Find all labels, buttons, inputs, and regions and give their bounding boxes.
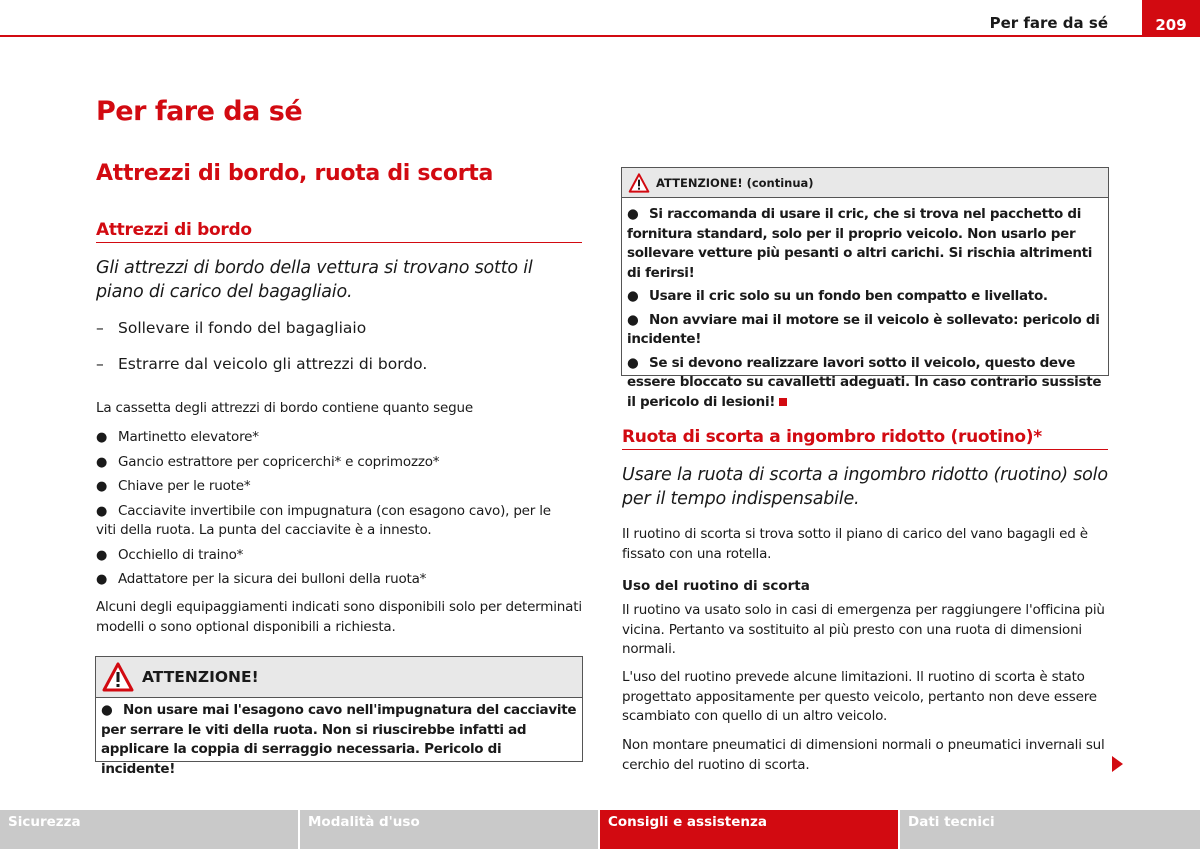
list-item: ● Martinetto elevatore* — [96, 429, 259, 445]
tab-dati-tecnici[interactable]: Dati tecnici — [900, 810, 1200, 849]
list-item: ● Chiave per le ruote* — [96, 478, 251, 494]
warning-body — [96, 698, 582, 786]
availability-note: Alcuni degli equipaggiamenti indicati sono disponibili solo per determinati modelli o sono optional disponibili a richiesta. — [96, 599, 582, 635]
warning-box — [95, 656, 583, 777]
subsection-title: Uso del ruotino di scorta — [622, 578, 810, 594]
warning-box-continued — [621, 167, 1109, 410]
warning-header — [96, 657, 582, 698]
step-2 — [96, 355, 427, 373]
warning-body — [622, 198, 1108, 419]
subheading-spare-wheel: Ruota di scorta a ingombro ridotto (ruotino)* — [622, 427, 1108, 450]
lead-spare-wheel: Usare la ruota di scorta a ingombro ridotto (ruotino) solo per il tempo indispensabile. — [622, 465, 1108, 509]
step-1 — [96, 319, 366, 337]
footer-tabs — [0, 810, 1200, 849]
running-header: Per fare da sé — [989, 14, 1108, 32]
warning-triangle-icon — [628, 173, 650, 193]
paragraph: Il ruotino di scorta si trova sotto il piano di carico del vano bagagli ed è fissato con una rotella. — [622, 526, 1088, 562]
paragraph: L'uso del ruotino prevede alcune limitazioni. Il ruotino di scorta è stato progettato appositamente per questo veicolo, pertanto non deve essere scambiato con quello di un altro veicolo. — [622, 669, 1097, 724]
step-text: Sollevare il fondo del bagagliaio — [118, 319, 367, 337]
warning-header — [622, 168, 1108, 198]
tools-intro: La cassetta degli attrezzi di bordo contiene quanto segue — [96, 400, 473, 416]
tab-modalita-uso[interactable]: Modalità d'uso — [300, 810, 598, 849]
warning-item: ● Si raccomanda di usare il cric, che si trova nel pacchetto di fornitura standard, solo per il proprio veicolo. Non usarlo per sollevare vetture più pesanti o altri carichi. Si rischia altrimenti di ferirsi! — [627, 206, 1093, 281]
list-item: ● Gancio estrattore per copricerchi* e coprimozzo* — [96, 453, 440, 470]
tab-consigli-assistenza[interactable]: Consigli e assistenza — [600, 810, 898, 849]
lead-tools: Gli attrezzi di bordo della vettura si trovano sotto il piano di carico del bagagliaio. — [96, 258, 533, 302]
end-marker-icon — [779, 398, 787, 406]
warning-triangle-icon — [102, 662, 134, 692]
step-marker: – — [96, 319, 104, 337]
list-item: ● Cacciavite invertibile con impugnatura (con esagono cavo), per le viti della ruota. La punta del cacciavite è a innesto. — [96, 502, 551, 538]
list-item: ● Occhiello di traino* — [96, 546, 244, 563]
page-number: 209 — [1142, 0, 1200, 37]
paragraph: Il ruotino va usato solo in casi di emergenza per raggiungere l'officina più vicina. Pertanto va sostituito al più presto con una ruota di dimensioni normali. — [622, 602, 1105, 657]
warning-item: ● Se si devono realizzare lavori sotto il veicolo, questo deve essere bloccato su cavalletti adeguati. In caso contrario sussiste il pericolo di lesioni! — [627, 354, 1102, 410]
warning-item: ● Usare il cric solo su un fondo ben compatto e livellato. — [627, 288, 1048, 304]
tab-sicurezza[interactable]: Sicurezza — [0, 810, 298, 849]
step-marker: – — [96, 355, 104, 373]
section-heading: Attrezzi di bordo, ruota di scorta — [96, 161, 494, 186]
next-page-arrow-icon[interactable] — [1112, 756, 1123, 772]
warning-title: ATTENZIONE! — [142, 668, 259, 686]
list-item: ● Adattatore per la sicura dei bulloni della ruota* — [96, 571, 427, 587]
warning-item: ● Non avviare mai il motore se il veicolo è sollevato: pericolo di incidente! — [627, 311, 1100, 347]
tools-list — [96, 428, 566, 595]
page-title: Per fare da sé — [96, 96, 303, 127]
warning-title: ATTENZIONE! (continua) — [656, 175, 814, 190]
paragraph: Non montare pneumatici di dimensioni normali o pneumatici invernali sul cerchio del ruotino di scorta. — [622, 737, 1105, 773]
step-text: Estrarre dal veicolo gli attrezzi di bordo. — [118, 355, 428, 373]
header-rule — [0, 35, 1142, 37]
warning-item: ● Non usare mai l'esagono cavo nell'impugnatura del cacciavite per serrare le viti della ruota. Non si riuscirebbe infatti ad applicare la coppia di serraggio necessaria. Pericolo di incidente! — [101, 702, 577, 777]
subheading-tools: Attrezzi di bordo — [96, 220, 582, 243]
